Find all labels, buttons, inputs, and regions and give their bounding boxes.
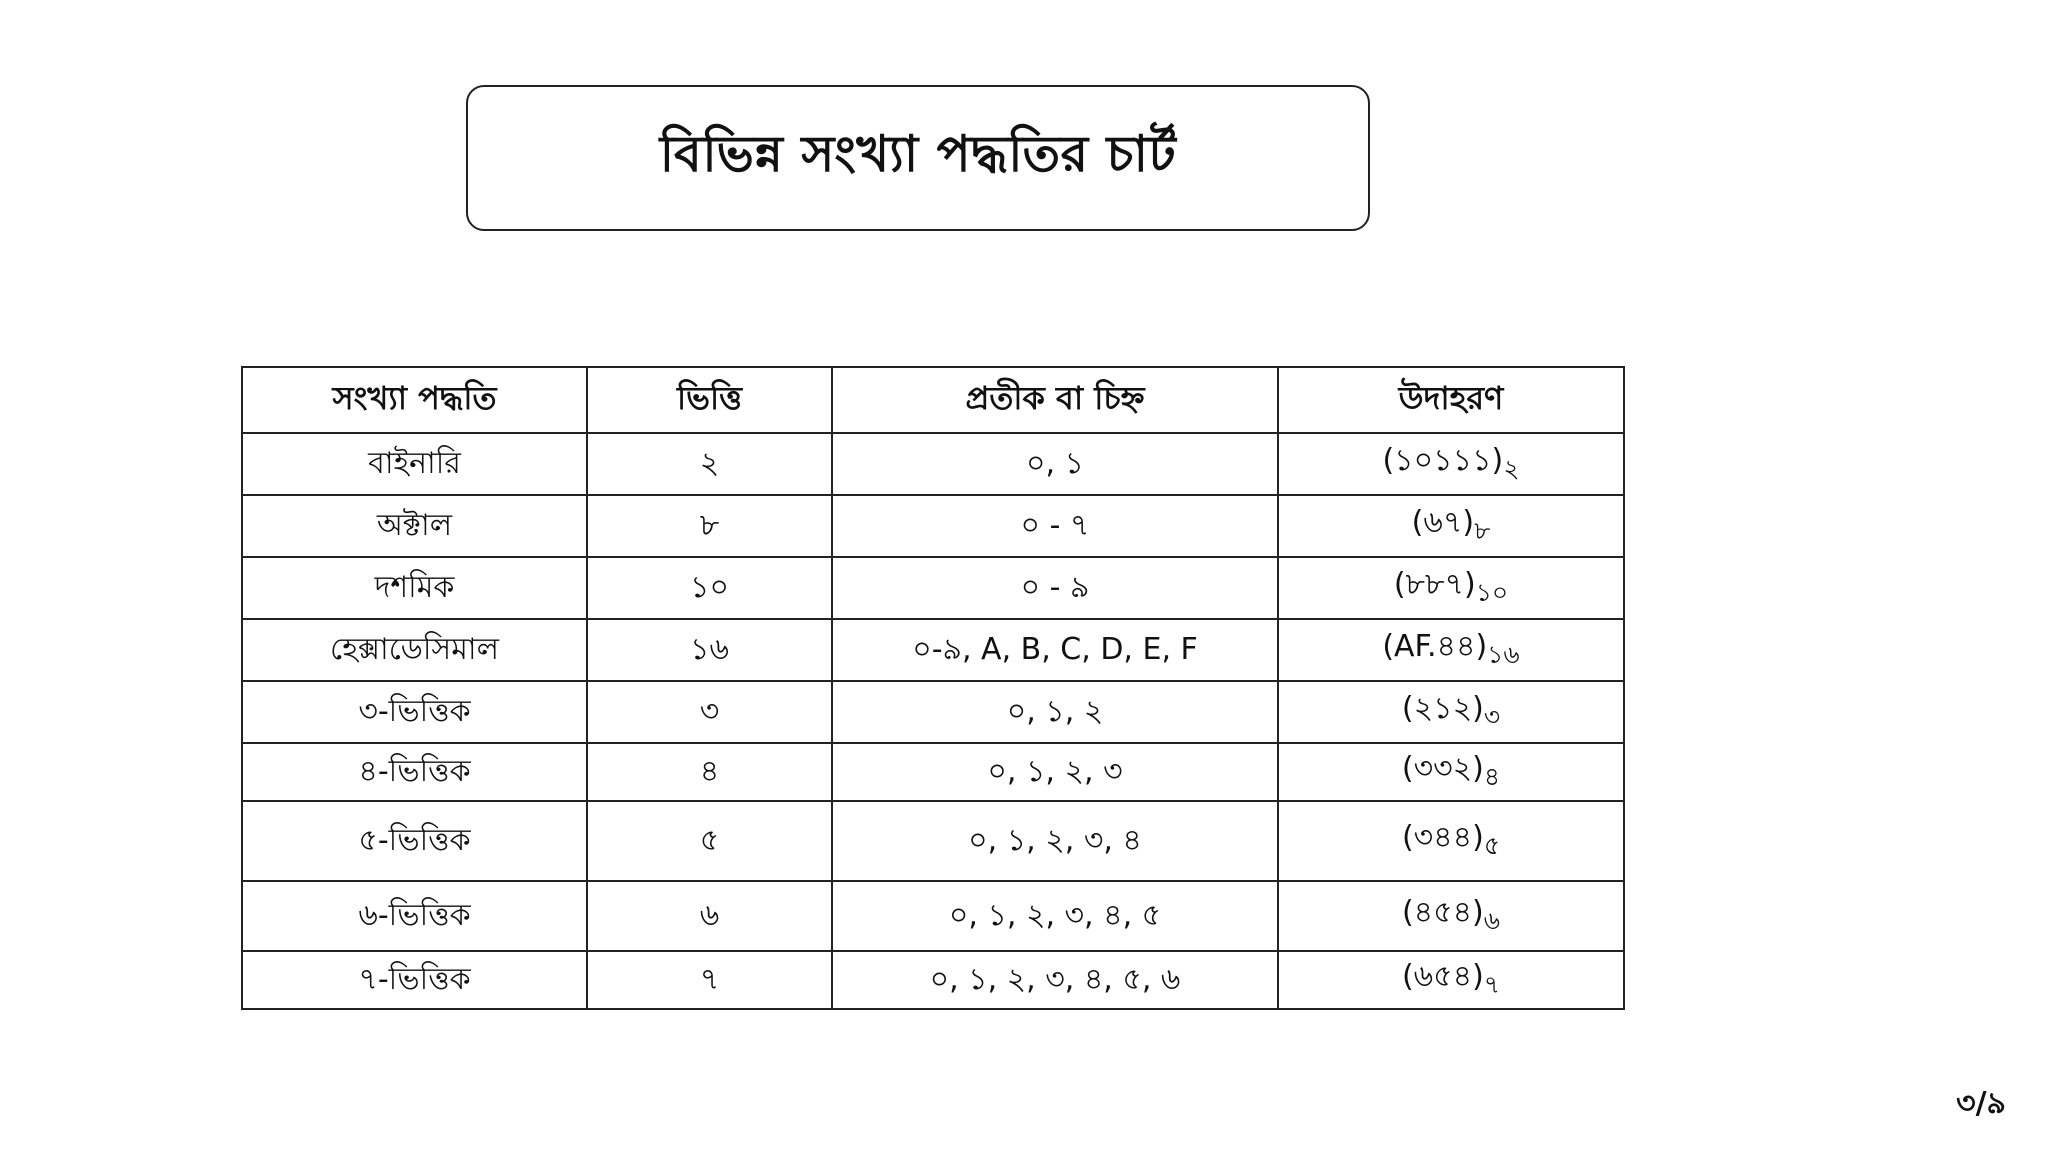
number-system-table	[241, 366, 1625, 1010]
cell-base: ৫	[587, 801, 832, 881]
table-row	[242, 743, 1624, 801]
header-base: ভিত্তি	[587, 367, 832, 433]
cell-example	[1278, 557, 1624, 619]
example-value: (২১২)	[1401, 691, 1484, 726]
example-value: (৩৩২)	[1401, 751, 1484, 786]
example-subscript: ৩	[1483, 702, 1501, 731]
example-value: (৮৮৭)	[1393, 567, 1476, 602]
page-title: বিভিন্ন সংখ্যা পদ্ধতির চার্ট	[659, 124, 1177, 183]
cell-base: ২	[587, 433, 832, 495]
example-subscript: ১৬	[1487, 640, 1520, 669]
cell-system: অক্টাল	[242, 495, 587, 557]
cell-symbols: ০ - ৯	[832, 557, 1278, 619]
table-row	[242, 495, 1624, 557]
page-number: ৩/৯	[1956, 1086, 2006, 1121]
cell-base: ৮	[587, 495, 832, 557]
header-system: সংখ্যা পদ্ধতি	[242, 367, 587, 433]
table-row	[242, 951, 1624, 1009]
example-subscript: ৭	[1483, 970, 1501, 999]
table-row	[242, 801, 1624, 881]
example-value: (৩৪৪)	[1401, 820, 1484, 855]
cell-base: ৭	[587, 951, 832, 1009]
cell-system: ৫-ভিত্তিক	[242, 801, 587, 881]
cell-example	[1278, 801, 1624, 881]
example-subscript: ৮	[1474, 516, 1491, 545]
example-subscript: ১০	[1475, 578, 1509, 607]
example-value: (৪৫৪)	[1401, 895, 1484, 930]
example-subscript: ৫	[1483, 831, 1501, 860]
cell-example	[1278, 681, 1624, 743]
header-example: উদাহরণ	[1278, 367, 1624, 433]
cell-example	[1278, 951, 1624, 1009]
cell-system: বাইনারি	[242, 433, 587, 495]
cell-system: ৩-ভিত্তিক	[242, 681, 587, 743]
cell-system: হেক্সাডেসিমাল	[242, 619, 587, 681]
example-value: (১০১১১)	[1382, 443, 1504, 478]
header-symbols: প্রতীক বা চিহ্ন	[832, 367, 1278, 433]
cell-system: ৪-ভিত্তিক	[242, 743, 587, 801]
example-subscript: ২	[1503, 454, 1520, 483]
table-row	[242, 433, 1624, 495]
table-row	[242, 881, 1624, 951]
cell-base: ১০	[587, 557, 832, 619]
cell-example	[1278, 881, 1624, 951]
cell-system: দশমিক	[242, 557, 587, 619]
example-value: (AF.৪৪)	[1382, 629, 1488, 664]
cell-system: ৭-ভিত্তিক	[242, 951, 587, 1009]
cell-base: ৩	[587, 681, 832, 743]
cell-symbols: ০, ১	[832, 433, 1278, 495]
example-subscript: ৪	[1483, 762, 1501, 791]
example-value: (৬৭)	[1411, 505, 1475, 540]
cell-example	[1278, 433, 1624, 495]
cell-example	[1278, 619, 1624, 681]
table-row	[242, 619, 1624, 681]
cell-symbols: ০, ১, ২	[832, 681, 1278, 743]
cell-system: ৬-ভিত্তিক	[242, 881, 587, 951]
cell-example	[1278, 495, 1624, 557]
cell-base: ১৬	[587, 619, 832, 681]
cell-example	[1278, 743, 1624, 801]
cell-symbols: ০-৯, A, B, C, D, E, F	[832, 619, 1278, 681]
table-row	[242, 681, 1624, 743]
cell-symbols: ০, ১, ২, ৩	[832, 743, 1278, 801]
cell-symbols: ০ - ৭	[832, 495, 1278, 557]
cell-symbols: ০, ১, ২, ৩, ৪, ৫	[832, 881, 1278, 951]
example-value: (৬৫৪)	[1401, 959, 1484, 994]
title-box	[466, 85, 1370, 231]
cell-base: ৪	[587, 743, 832, 801]
cell-symbols: ০, ১, ২, ৩, ৪, ৫, ৬	[832, 951, 1278, 1009]
table-header-row	[242, 367, 1624, 433]
cell-symbols: ০, ১, ২, ৩, ৪	[832, 801, 1278, 881]
example-subscript: ৬	[1483, 906, 1501, 935]
cell-base: ৬	[587, 881, 832, 951]
table-row	[242, 557, 1624, 619]
